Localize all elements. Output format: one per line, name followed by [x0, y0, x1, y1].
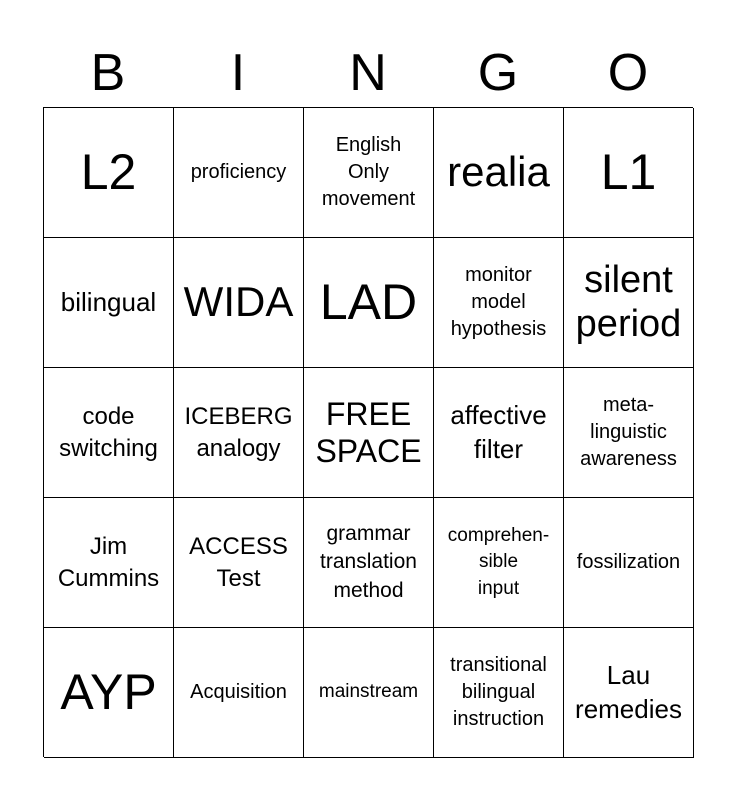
header-letter-i: I — [230, 44, 246, 102]
cell-text: proficiency — [190, 161, 287, 183]
bingo-cell[interactable] — [174, 108, 304, 238]
cell-text: mainstream — [318, 681, 419, 703]
header-letter-g: G — [477, 44, 519, 102]
bingo-cell[interactable] — [564, 238, 694, 368]
bingo-cell[interactable] — [564, 498, 694, 628]
bingo-board — [43, 107, 693, 757]
cell-text: ICEBERG analogy — [184, 403, 293, 462]
bingo-cell[interactable] — [564, 108, 694, 238]
bingo-cell[interactable] — [304, 498, 434, 628]
cell-text: meta- linguistic awareness — [580, 394, 677, 470]
bingo-cell[interactable] — [44, 498, 174, 628]
bingo-cell[interactable] — [304, 628, 434, 758]
bingo-cell[interactable] — [174, 238, 304, 368]
cell-text: Jim Cummins — [57, 533, 160, 592]
cell-text: Lau remedies — [575, 659, 682, 724]
bingo-cell[interactable] — [44, 238, 174, 368]
cell-text: affective filter — [450, 399, 547, 464]
header-letter-o: O — [607, 44, 649, 102]
bingo-cell[interactable] — [44, 368, 174, 498]
bingo-cell[interactable] — [434, 628, 564, 758]
bingo-cell[interactable] — [304, 368, 434, 498]
header-letter-n: N — [349, 44, 387, 102]
cell-text: ACCESS Test — [189, 533, 288, 592]
cell-text: fossilization — [576, 551, 681, 573]
cell-text: English Only movement — [321, 134, 416, 210]
cell-text: L2 — [80, 144, 137, 201]
cell-text: code switching — [59, 403, 158, 462]
cell-text: LAD — [319, 274, 418, 331]
cell-text: transitional bilingual instruction — [450, 654, 547, 730]
cell-text: Acquisition — [190, 681, 287, 703]
cell-text: realia — [447, 148, 550, 196]
bingo-cell[interactable] — [44, 108, 174, 238]
bingo-cell[interactable] — [434, 368, 564, 498]
cell-text: monitor model hypothesis — [450, 264, 547, 340]
bingo-cell[interactable] — [564, 628, 694, 758]
bingo-cell[interactable] — [434, 108, 564, 238]
cell-text: WIDA — [183, 278, 294, 326]
cell-text: silent period — [575, 258, 682, 345]
bingo-cell[interactable] — [44, 628, 174, 758]
cell-text: AYP — [60, 664, 157, 721]
bingo-cell[interactable] — [434, 498, 564, 628]
bingo-cell[interactable] — [174, 368, 304, 498]
header-letter-b: B — [90, 44, 126, 102]
cell-text: comprehen- sible input — [447, 524, 550, 599]
bingo-cell[interactable] — [304, 238, 434, 368]
bingo-cell[interactable] — [304, 108, 434, 238]
bingo-cell[interactable] — [174, 628, 304, 758]
bingo-cell[interactable] — [174, 498, 304, 628]
cell-text: L1 — [600, 144, 657, 201]
bingo-cell[interactable] — [564, 368, 694, 498]
cell-text: grammar translation method — [320, 521, 417, 602]
cell-text: bilingual — [60, 286, 157, 317]
bingo-cell[interactable] — [434, 238, 564, 368]
cell-text: FREE SPACE — [315, 395, 422, 469]
bingo-header — [43, 40, 693, 106]
